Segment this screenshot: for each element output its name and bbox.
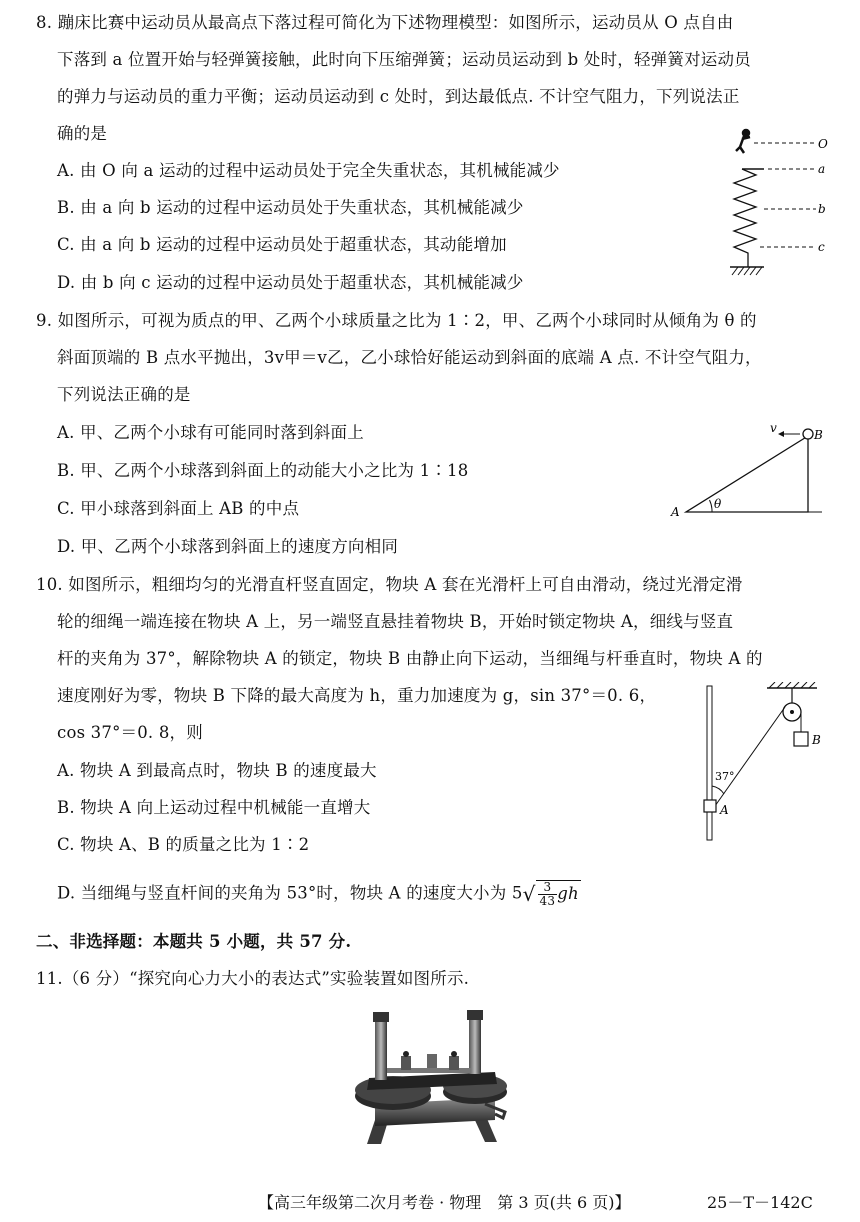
q11-line-1: 11.（6 分）“探究向心力大小的表达式”实验装置如图所示. [36,969,470,988]
label-c: c [818,240,825,254]
athlete-icon [736,130,750,153]
fraction-numerator: 3 [538,881,558,895]
q9-option-c: C. 甲小球落到斜面上 AB 的中点 [57,499,300,518]
q10-option-b: B. 物块 A 向上运动过程中机械能一直增大 [57,798,371,817]
label-angle: 37° [715,770,735,783]
q9-line-3: 下列说法正确的是 [57,385,191,404]
label-A: A [671,505,680,519]
q10-option-c: C. 物块 A、B 的质量之比为 1∶2 [57,835,310,854]
q10-line-1: 10. 如图所示，粗细均匀的光滑直杆竖直固定，物块 A 套在光滑杆上可自由滑动，绕过光滑定滑 [36,575,743,594]
q10-option-d-text: D. 当细绳与竖直杆间的夹角为 53°时，物块 A 的速度大小为 5 [57,883,523,903]
q8-trampoline-figure [728,125,828,285]
q8-line-4: 确的是 [57,124,108,143]
arrow-left-icon [778,431,784,437]
q10-line-4: 速度刚好为零，物块 B 下降的最大高度为 h，重力加速度为 g，sin 37°＝0. 6， [57,686,657,705]
q10-line-5: cos 37°＝0. 8，则 [57,723,203,742]
q8-line-2: 下落到 a 位置开始与轻弹簧接触，此时向下压缩弹簧；运动员运动到 b 处时，轻弹簧对运动员 [57,50,751,69]
fraction-tail: gh [557,884,579,903]
q9-option-d: D. 甲、乙两个小球落到斜面上的速度方向相同 [57,537,399,556]
block-B-icon [794,732,808,746]
q8-option-b: B. 由 a 向 b 运动的过程中运动员处于失重状态，其机械能减少 [57,198,524,217]
q10-pulley-figure [695,682,830,842]
label-a: a [818,162,826,176]
q10-option-d: D. 当细绳与竖直杆间的夹角为 53°时，物块 A 的速度大小为 5√ $\frac{3}{43}$ gh [57,880,579,908]
footer-page-info: 【高三年级第二次月考卷 · 物理 第 3 页(共 6 页)】 [258,1193,631,1212]
q9-line-2: 斜面顶端的 B 点水平抛出，3v甲＝v乙，乙小球恰好能运动到斜面的底端 A 点. 不计空气阻力， [57,348,762,367]
q10-option-a: A. 物块 A 到最高点时，物块 B 的速度最大 [57,761,377,780]
label-O: O [818,137,828,151]
q8-line-1: 8. 蹦床比赛中运动员从最高点下落过程可简化为下述物理模型：如图所示，运动员从 O 点自由 [36,13,734,32]
label-B: B [814,428,823,442]
q8-line-3: 的弹力与运动员的重力平衡；运动员运动到 c 处时，到达最低点. 不计空气阻力，下列说法正 [57,87,740,106]
label-B: B [812,733,821,747]
q8-option-c: C. 由 a 向 b 运动的过程中运动员处于超重状态，其动能增加 [57,235,507,254]
q8-option-a: A. 由 O 向 a 运动的过程中运动员处于完全失重状态，其机械能减少 [57,161,560,180]
q9-option-b: B. 甲、乙两个小球落到斜面上的动能大小之比为 1∶18 [57,461,469,480]
fraction-denominator: 43 [539,894,556,908]
centripetal-apparatus-image [345,1008,515,1148]
block-A-icon [704,800,716,812]
ball-icon [803,429,813,439]
section-2-heading: 二、非选择题：本题共 5 小题，共 57 分. [36,932,352,951]
spring-icon [734,169,756,267]
q10-line-3: 杆的夹角为 37°，解除物块 A 的锁定，物块 B 由静止向下运动，当细绳与杆垂直时，物块 A 的 [57,649,763,668]
q9-incline-figure [668,420,828,520]
q8-option-d: D. 由 b 向 c 运动的过程中运动员处于超重状态，其机械能减少 [57,273,524,292]
label-A: A [720,803,729,817]
label-b: b [818,202,826,216]
label-theta: θ [714,497,722,511]
footer-code: 25－T－142C [707,1193,813,1212]
q10-line-2: 轮的细绳一端连接在物块 A 上，另一端竖直悬挂着物块 B，开始时锁定物块 A，细线与竖直 [57,612,734,631]
q9-line-1: 9. 如图所示，可视为质点的甲、乙两个小球质量之比为 1∶2，甲、乙两个小球同时从倾角为 θ 的 [36,311,757,330]
label-v: v [770,421,777,435]
q9-option-a: A. 甲、乙两个小球有可能同时落到斜面上 [57,423,364,442]
